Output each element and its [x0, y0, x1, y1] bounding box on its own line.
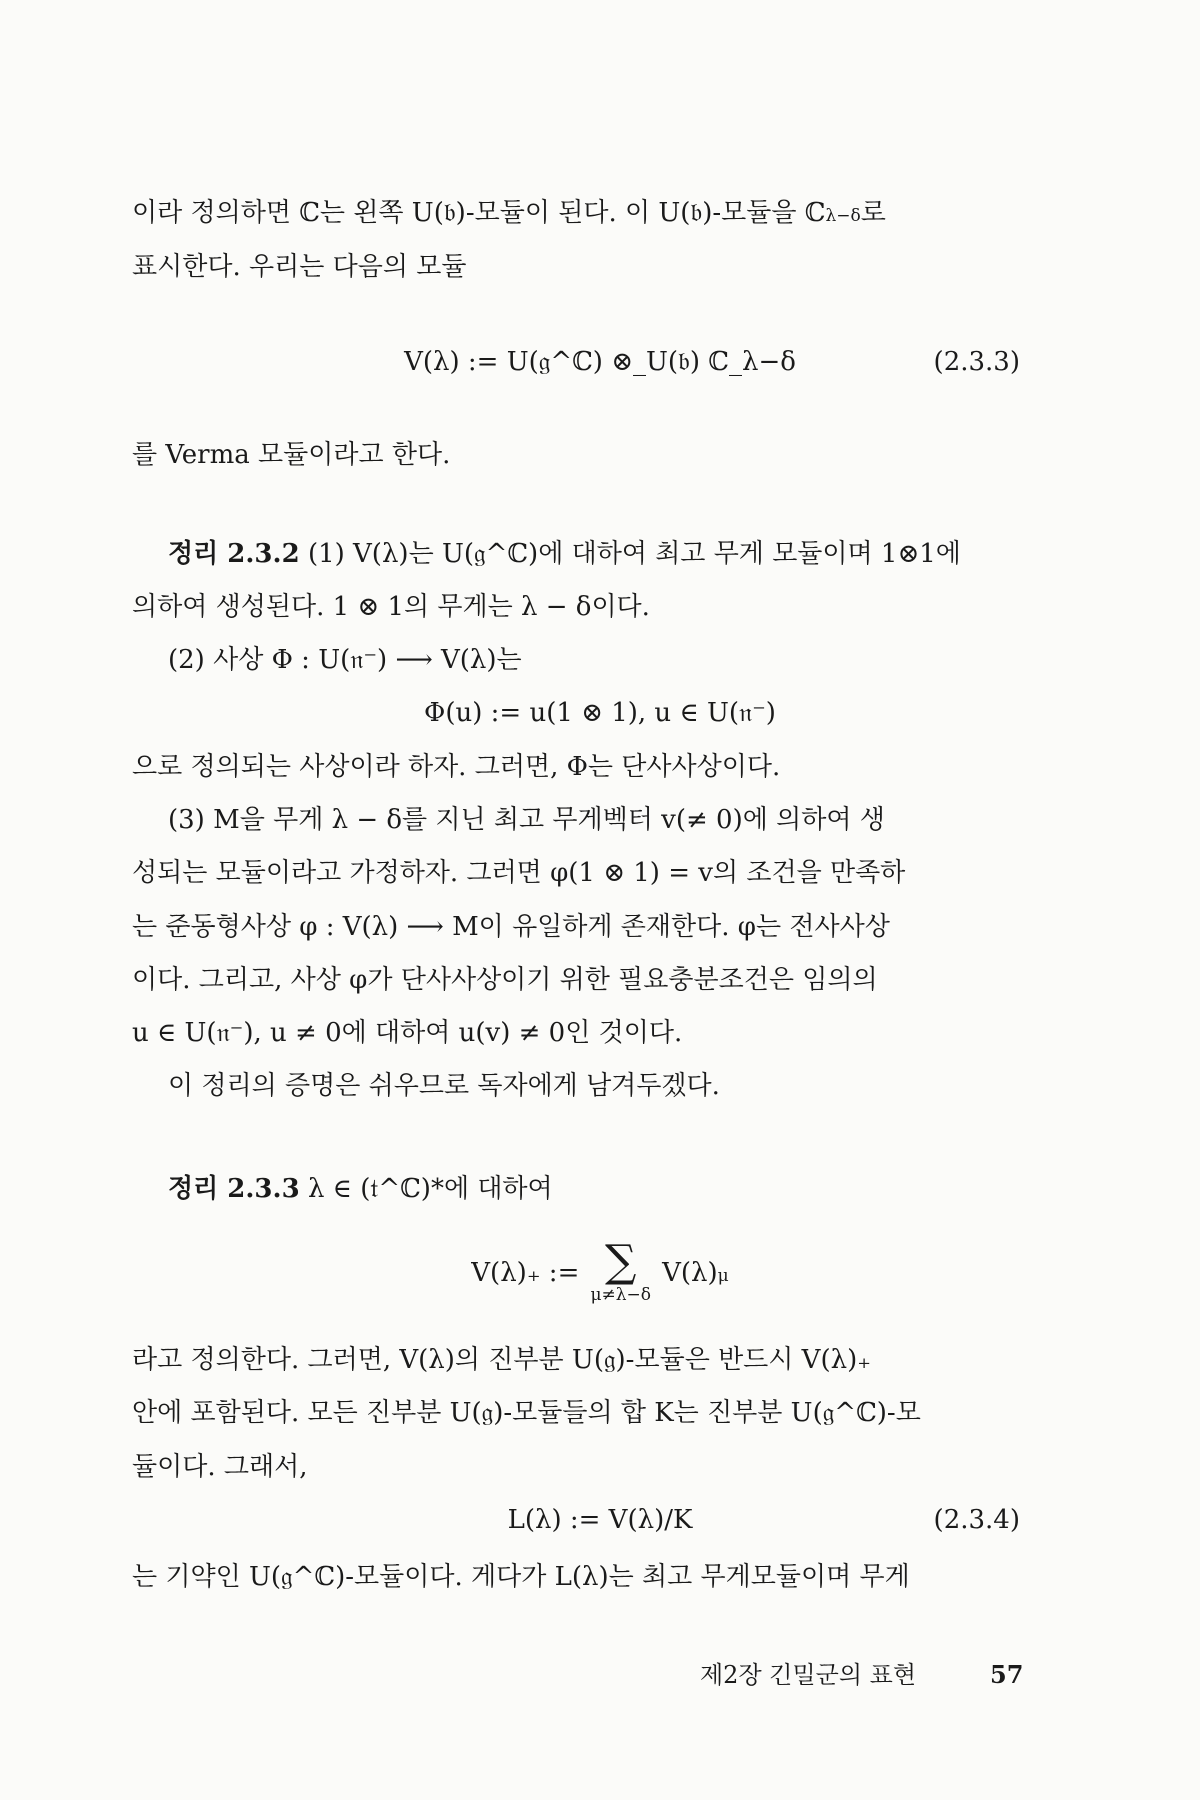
text-line: 라고 정의한다. 그러면, V(λ)의 진부분 U(𝔤)-모듈은 반드시 V(λ)₊: [132, 1345, 871, 1375]
sum-operator: [590, 1236, 651, 1306]
text-line: u ∈ U(𝔫⁻), u ≠ 0에 대하여 u(v) ≠ 0인 것이다.: [132, 1018, 683, 1048]
text-line: 는 준동형사상 φ : V(λ) ⟶ M이 유일하게 존재한다. φ는 전사사상: [132, 912, 890, 942]
sum-index: μ≠λ−δ: [590, 1285, 651, 1305]
sum-lhs: V(λ)₊ :=: [471, 1258, 580, 1288]
equation-number: (2.3.3): [933, 347, 1020, 377]
text-line: 표시한다. 우리는 다음의 모듈: [132, 252, 467, 282]
text-span: 이라 정의하면 ℂ는 왼쪽 U(𝔟)-모듈이 된다. 이 U(𝔟)-모듈을 ℂ: [132, 198, 826, 228]
theorem-2-3-2-line: [168, 537, 961, 571]
equation-2-3-3: V(λ) := U(𝔤^ℂ) ⊗_U(𝔟) ℂ_λ−δ: [404, 347, 796, 377]
text-span: λ ∈ (𝔱^ℂ)*에 대하여: [307, 1174, 553, 1204]
sigma-symbol: ∑: [605, 1236, 637, 1287]
equation-phi: Φ(u) := u(1 ⊗ 1), u ∈ U(𝔫⁻): [424, 698, 776, 728]
text-line: (2) 사상 Φ : U(𝔫⁻) ⟶ V(λ)는: [168, 645, 522, 675]
text-line: 의하여 생성된다. 1 ⊗ 1의 무게는 λ − δ이다.: [132, 592, 650, 622]
theorem-2-3-3-line: [168, 1172, 553, 1206]
page-number: 57: [990, 1660, 1024, 1689]
subscript: λ−δ: [825, 206, 861, 226]
text-span: V(λ): [662, 1258, 718, 1288]
text-line: 안에 포함된다. 모든 진부분 U(𝔤)-모듈들의 합 K는 진부분 U(𝔤^ℂ)-모: [132, 1398, 921, 1428]
text-line: 으로 정의되는 사상이라 하자. 그러면, Φ는 단사사상이다.: [132, 752, 781, 782]
text-line: 이 정리의 증명은 쉬우므로 독자에게 남겨두겠다.: [168, 1071, 720, 1101]
text-span: 로: [860, 198, 886, 228]
text-span: (1) V(λ)는 U(𝔤^ℂ)에 대하여 최고 무게 모듈이며 1⊗1에: [307, 539, 961, 569]
text-line: 를 Verma 모듈이라고 한다.: [132, 440, 451, 470]
equation-2-3-4: L(λ) := V(λ)/K: [507, 1505, 693, 1535]
equation-sum: [0, 1236, 1200, 1306]
sum-term: [662, 1258, 729, 1288]
theorem-label: 정리 2.3.2: [168, 539, 300, 569]
theorem-label: 정리 2.3.3: [168, 1174, 300, 1204]
text-line: 성되는 모듈이라고 가정하자. 그러면 φ(1 ⊗ 1) = v의 조건을 만족하: [132, 858, 906, 888]
text-line: [132, 196, 886, 233]
text-line: 이다. 그리고, 사상 φ가 단사사상이기 위한 필요충분조건은 임의의: [132, 965, 878, 995]
chapter-title: 제2장 긴밀군의 표현: [700, 1661, 916, 1689]
subscript: μ: [717, 1266, 729, 1286]
equation-number: (2.3.4): [933, 1505, 1020, 1535]
text-line: (3) M을 무게 λ − δ를 지닌 최고 무게벡터 v(≠ 0)에 의하여 생: [168, 805, 885, 835]
text-line: 는 기약인 U(𝔤^ℂ)-모듈이다. 게다가 L(λ)는 최고 무게모듈이며 무게: [132, 1562, 910, 1592]
text-line: 듈이다. 그래서,: [132, 1452, 308, 1482]
running-footer: [700, 1660, 916, 1690]
